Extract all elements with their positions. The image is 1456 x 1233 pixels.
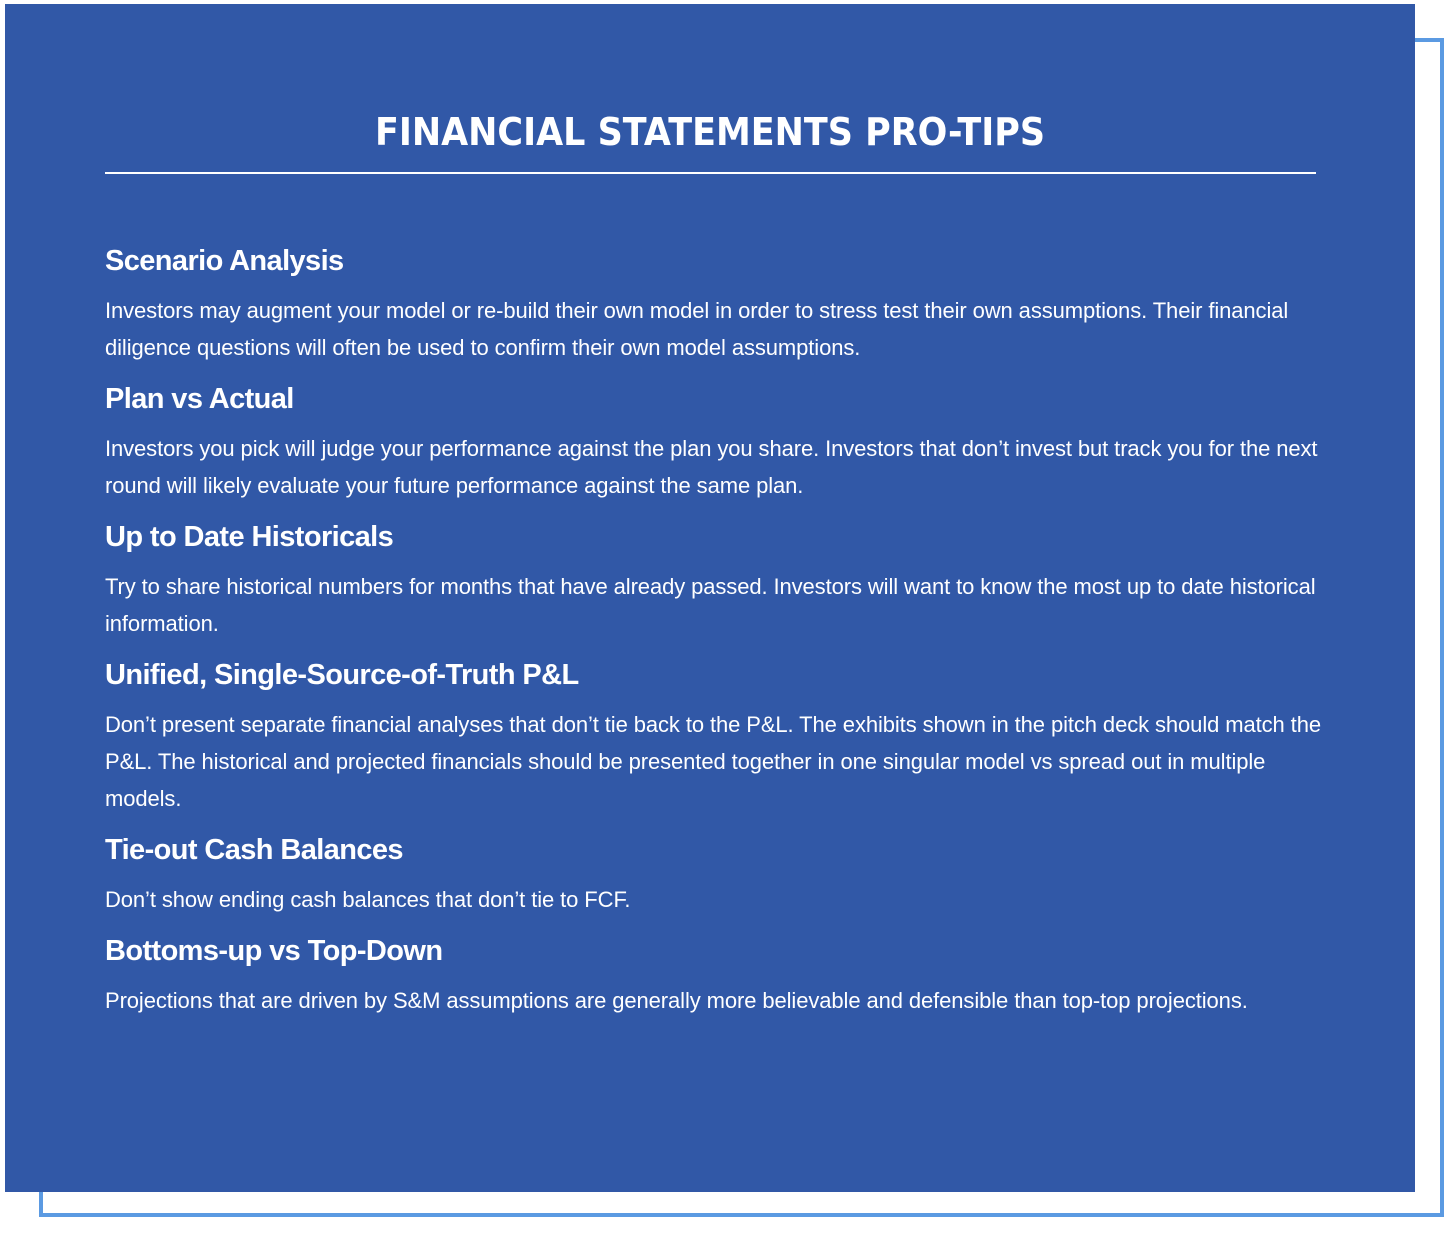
tip-heading: Unified, Single-Source-of-Truth P&L bbox=[105, 659, 579, 691]
tip-bottoms-up-vs-top-down bbox=[105, 932, 1325, 1019]
tip-heading: Bottoms-up vs Top-Down bbox=[105, 935, 443, 967]
tip-body: Don’t present separate financial analyses that don’t tie back to the P&L. The exhibits shown in the pitch deck should match the P&L. The historical and projected financials should be presented together in one singular model vs spread out in multiple models. bbox=[105, 712, 1321, 811]
title-divider bbox=[105, 172, 1316, 174]
tip-scenario-analysis bbox=[105, 242, 1325, 366]
tip-body: Projections that are driven by S&M assumptions are generally more believable and defensible than top-top projections. bbox=[105, 988, 1248, 1013]
tip-plan-vs-actual bbox=[105, 380, 1325, 504]
tip-heading: Tie-out Cash Balances bbox=[105, 834, 403, 866]
tip-tie-out-cash-balances bbox=[105, 831, 1325, 918]
tip-body: Don’t show ending cash balances that don’t tie to FCF. bbox=[105, 887, 631, 912]
tips-list bbox=[105, 242, 1325, 1019]
tip-heading: Scenario Analysis bbox=[105, 245, 344, 277]
tip-body: Investors may augment your model or re-build their own model in order to stress test their own assumptions. Their financial diligence questions will often be used to confirm their own model assumptions. bbox=[105, 298, 1289, 360]
tip-body: Try to share historical numbers for months that have already passed. Investors will want to know the most up to date historical information. bbox=[105, 574, 1316, 636]
tip-up-to-date-historicals bbox=[105, 518, 1325, 642]
tip-heading: Up to Date Historicals bbox=[105, 521, 394, 553]
page-title: FINANCIAL STATEMENTS PRO-TIPS bbox=[374, 110, 1046, 154]
pro-tips-card bbox=[5, 4, 1415, 1192]
tip-unified-pnl bbox=[105, 656, 1325, 817]
tip-body: Investors you pick will judge your performance against the plan you share. Investors that don’t invest but track you for the next round will likely evaluate your future performance against the same plan. bbox=[105, 436, 1318, 498]
tip-heading: Plan vs Actual bbox=[105, 383, 294, 415]
